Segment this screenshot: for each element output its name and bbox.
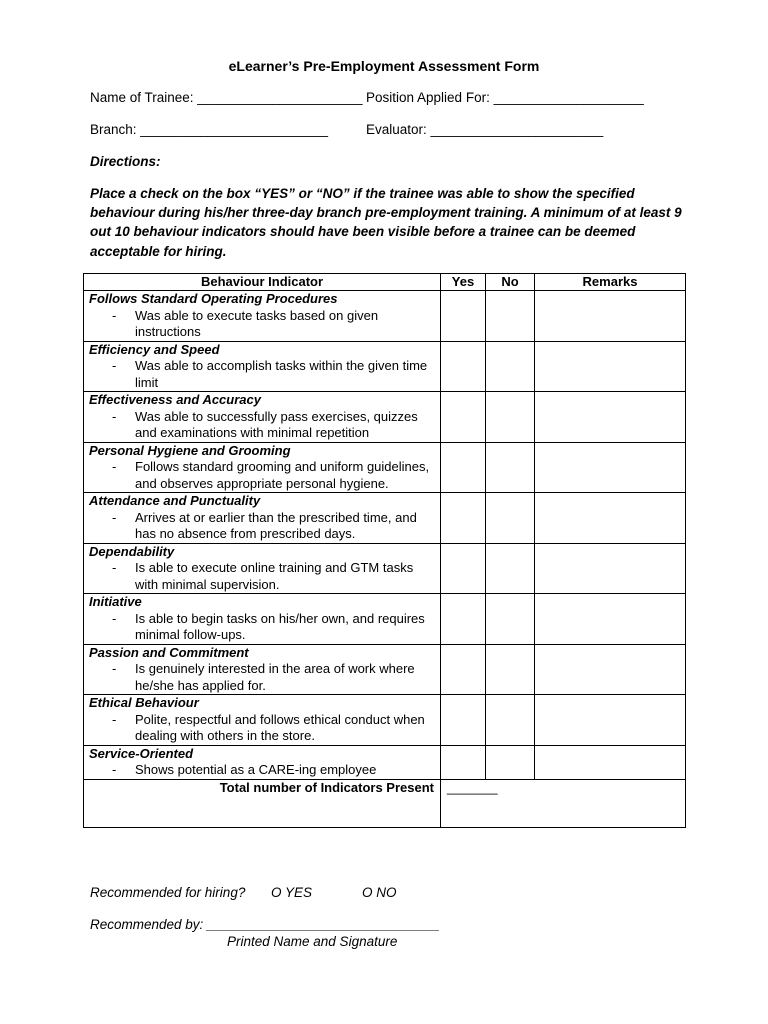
indicator-description [89, 358, 440, 391]
indicator-title: Service-Oriented [89, 745, 194, 761]
remarks-cell[interactable] [535, 442, 686, 493]
table-row [84, 644, 686, 695]
table-body [84, 291, 686, 828]
indicator-description [89, 661, 440, 694]
remarks-cell[interactable] [535, 291, 686, 342]
yes-checkbox-cell[interactable] [441, 341, 486, 392]
table-row [84, 594, 686, 645]
yes-checkbox-cell[interactable] [441, 442, 486, 493]
indicator-description-text: Was able to execute tasks based on given instructions [135, 307, 379, 339]
table-row [84, 745, 686, 779]
indicator-description-text: Follows standard grooming and uniform guidelines, and observes appropriate personal hygiene. [135, 459, 430, 491]
indicator-description-text: Arrives at or earlier than the prescribed time, and has no absence from prescribed days. [135, 509, 417, 541]
remarks-cell[interactable] [535, 644, 686, 695]
remarks-cell[interactable] [535, 695, 686, 746]
indicator-title: Personal Hygiene and Grooming [89, 442, 291, 458]
indicator-cell [84, 291, 441, 342]
bullet-dash: - [112, 408, 117, 424]
header-behaviour-indicator: Behaviour Indicator [84, 274, 441, 291]
remarks-cell[interactable] [535, 543, 686, 594]
recommended-for-hiring-label: Recommended for hiring? [90, 885, 246, 900]
bullet-dash: - [112, 509, 117, 525]
table-header-row [84, 274, 686, 291]
table-row [84, 341, 686, 392]
no-checkbox-cell[interactable] [486, 442, 535, 493]
yes-checkbox-cell[interactable] [441, 594, 486, 645]
indicator-description [89, 560, 440, 593]
indicator-title: Ethical Behaviour [89, 695, 199, 710]
indicator-description [89, 762, 440, 779]
indicator-cell [84, 695, 441, 746]
indicator-cell [84, 644, 441, 695]
remarks-cell[interactable] [535, 594, 686, 645]
yes-checkbox-cell[interactable] [441, 493, 486, 544]
indicator-title: Follows Standard Operating Procedures [89, 291, 338, 306]
no-checkbox-cell[interactable] [486, 543, 535, 594]
bullet-dash: - [112, 307, 117, 323]
yes-checkbox-cell[interactable] [441, 392, 486, 443]
header-no: No [486, 274, 535, 291]
indicator-title: Efficiency and Speed [89, 341, 220, 357]
total-indicators-label: Total number of Indicators Present [84, 779, 441, 827]
branch-field[interactable]: Branch: _________________________ [90, 122, 328, 137]
bullet-dash: - [112, 711, 117, 727]
trainee-name-field[interactable]: Name of Trainee: ______________________ [90, 90, 363, 105]
yes-checkbox-cell[interactable] [441, 695, 486, 746]
no-checkbox-cell[interactable] [486, 644, 535, 695]
bullet-dash: - [112, 661, 117, 676]
indicator-description [89, 409, 440, 442]
remarks-cell[interactable] [535, 392, 686, 443]
indicator-description-text: Polite, respectful and follows ethical conduct when dealing with others in the store. [135, 711, 425, 743]
no-checkbox-cell[interactable] [486, 341, 535, 392]
evaluator-field[interactable]: Evaluator: _______________________ [366, 122, 604, 137]
remarks-cell[interactable] [535, 493, 686, 544]
recommend-yes-option[interactable]: O YES [271, 885, 313, 900]
directions-label: Directions: [90, 154, 161, 169]
table-row [84, 291, 686, 342]
indicator-description [89, 611, 440, 644]
no-checkbox-cell[interactable] [486, 392, 535, 443]
yes-checkbox-cell[interactable] [441, 543, 486, 594]
table-row [84, 543, 686, 594]
indicator-cell [84, 543, 441, 594]
remarks-cell[interactable] [535, 745, 686, 779]
yes-checkbox-cell[interactable] [441, 644, 486, 695]
signature-caption: Printed Name and Signature [227, 934, 398, 949]
yes-checkbox-cell[interactable] [441, 745, 486, 779]
bullet-dash: - [112, 610, 117, 626]
no-checkbox-cell[interactable] [486, 594, 535, 645]
indicator-cell [84, 745, 441, 779]
indicator-description-text: Is able to begin tasks on his/her own, and requires minimal follow-ups. [135, 610, 425, 642]
total-indicators-blank[interactable]: _______ [441, 779, 686, 827]
indicator-description-text: Was able to successfully pass exercises, quizzes and examinations with minimal repetition [135, 408, 418, 440]
indicator-description [89, 510, 440, 543]
indicator-description [89, 459, 440, 492]
directions-text: Place a check on the box “YES” or “NO” if the trainee was able to show the specified behaviour during his/her three-day branch pre-employment training. A minimum of at least 9 out 10 behaviour indicators should have been visible before a trainee can be deemed acceptable for hiring. [90, 186, 682, 259]
position-applied-field[interactable]: Position Applied For: ____________________ [366, 90, 644, 105]
indicator-description [89, 712, 440, 745]
header-remarks: Remarks [535, 274, 686, 291]
bullet-dash: - [112, 358, 117, 373]
indicator-cell [84, 594, 441, 645]
remarks-cell[interactable] [535, 341, 686, 392]
header-yes: Yes [441, 274, 486, 291]
no-checkbox-cell[interactable] [486, 291, 535, 342]
indicator-cell [84, 493, 441, 544]
no-checkbox-cell[interactable] [486, 745, 535, 779]
bullet-dash: - [112, 762, 117, 777]
indicator-description-text: Shows potential as a CARE-ing employee [135, 762, 377, 777]
indicator-description [89, 308, 440, 341]
indicator-title: Dependability [89, 543, 175, 559]
bullet-dash: - [112, 560, 117, 575]
table-row [84, 442, 686, 493]
indicator-description-text: Is able to execute online training and GTM tasks with minimal supervision. [135, 560, 414, 592]
table-row [84, 493, 686, 544]
recommended-by-field[interactable]: Recommended by: _______________________________ [90, 917, 440, 932]
assessment-table [83, 273, 686, 828]
indicator-cell [84, 341, 441, 392]
indicator-title: Effectiveness and Accuracy [89, 392, 261, 407]
table-row [84, 695, 686, 746]
bullet-dash: - [112, 459, 117, 474]
indicator-title: Initiative [89, 594, 142, 609]
table-row [84, 392, 686, 443]
no-checkbox-cell[interactable] [486, 493, 535, 544]
yes-checkbox-cell[interactable] [441, 291, 486, 342]
total-row [84, 779, 686, 827]
no-checkbox-cell[interactable] [486, 695, 535, 746]
indicator-cell [84, 442, 441, 493]
indicator-description-text: Was able to accomplish tasks within the given time limit [135, 358, 428, 390]
recommend-no-option[interactable]: O NO [362, 885, 397, 900]
indicator-title: Attendance and Punctuality [89, 493, 261, 508]
indicator-cell [84, 392, 441, 443]
indicator-title: Passion and Commitment [89, 644, 249, 660]
form-title: eLearner’s Pre-Employment Assessment Form [228, 58, 540, 74]
indicator-description-text: Is genuinely interested in the area of work where he/she has applied for. [135, 661, 415, 693]
